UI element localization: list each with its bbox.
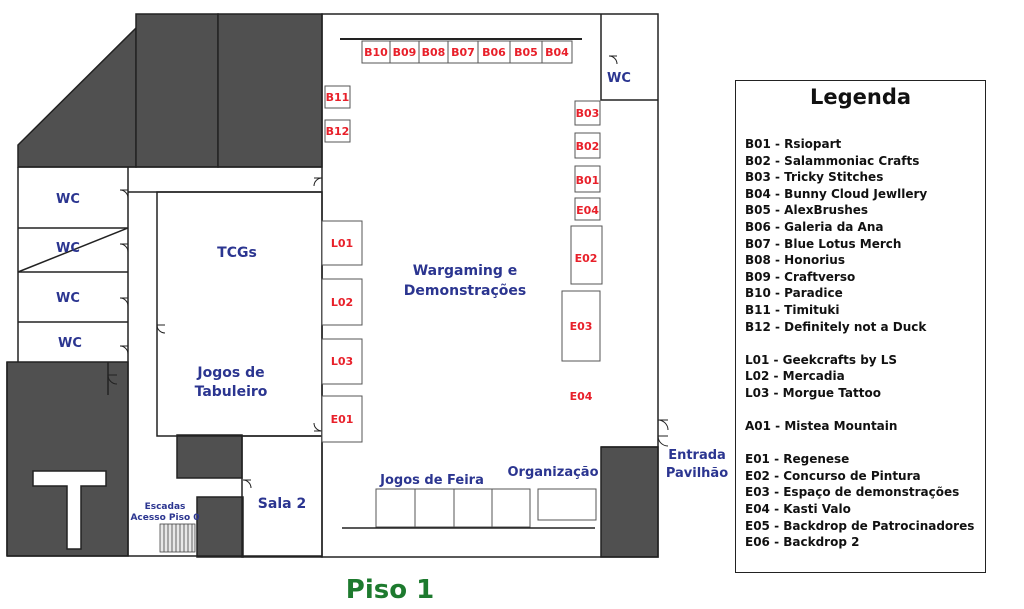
wargaming-label-line2: Demonstrações xyxy=(403,283,527,299)
legend-list xyxy=(745,136,974,551)
booth-label-b09: B09 xyxy=(392,46,417,59)
booth-label-b03: B03 xyxy=(575,107,600,120)
booth-label-b08: B08 xyxy=(421,46,446,59)
sala2-label: Sala 2 xyxy=(257,496,307,512)
floor-label: Piso 1 xyxy=(345,575,435,605)
legend-entry: L02 - Mercadia xyxy=(745,369,845,384)
legend-entry: B08 - Honorius xyxy=(745,253,845,268)
organizacao-label: Organização xyxy=(507,465,599,480)
booth-label-e04-bottom: E04 xyxy=(569,390,593,403)
legend-entry: B06 - Galeria da Ana xyxy=(745,219,884,234)
legend-entry: E06 - Backdrop 2 xyxy=(745,535,860,550)
entrada-label-line2: Pavilhão xyxy=(665,466,729,481)
booth-label-l03: L03 xyxy=(330,355,354,368)
booth-label-e04-top: E04 xyxy=(576,204,599,217)
legend-entry: B01 - Rsiopart xyxy=(745,137,842,151)
booth-label-b06: B06 xyxy=(482,46,506,59)
legend-entry: E03 - Espaço de demonstrações xyxy=(745,485,960,500)
legend-spacer xyxy=(745,402,974,419)
legend-entry: B11 - Timituki xyxy=(745,302,840,317)
escadas-label-line2: Acesso Piso 0 xyxy=(130,513,200,523)
legend-spacer xyxy=(745,335,974,352)
booth-label-l02: L02 xyxy=(330,296,354,309)
legend-entry: L01 - Geekcrafts by LS xyxy=(745,352,898,367)
legend-entry: A01 - Mistea Mountain xyxy=(745,419,898,434)
wc-label-4: WC xyxy=(58,336,82,351)
legend-entry: B12 - Definitely not a Duck xyxy=(745,319,927,334)
legend-entry: B02 - Salammoniac Crafts xyxy=(745,153,920,168)
booth-label-b07: B07 xyxy=(451,46,475,59)
tcgs-label: TCGs xyxy=(217,245,257,261)
booth-label-b04: B04 xyxy=(545,46,569,59)
wc-label-1: WC xyxy=(56,192,80,207)
legend-entry: B03 - Tricky Stitches xyxy=(745,170,884,185)
booth-label-b02: B02 xyxy=(575,140,600,153)
legend-entry: E01 - Regenese xyxy=(745,452,850,467)
booth-label-b12: B12 xyxy=(325,125,350,138)
stairs xyxy=(160,524,195,552)
jogos-tabuleiro-label-line2: Tabuleiro xyxy=(194,384,268,400)
booth-label-l01: L01 xyxy=(330,237,354,250)
legend-entry: B07 - Blue Lotus Merch xyxy=(745,236,902,251)
escadas-label-line1: Escadas xyxy=(144,502,186,512)
entrada-label-line1: Entrada xyxy=(668,448,726,463)
booth-labels xyxy=(326,46,600,426)
legend-entry: E05 - Backdrop de Patrocinadores xyxy=(745,518,975,533)
legend-title: Legenda xyxy=(809,85,912,109)
jogos-feira-label: Jogos de Feira xyxy=(380,473,484,488)
wargaming-label-line1: Wargaming e xyxy=(412,263,518,279)
jogos-tabuleiro-label-line1: Jogos de xyxy=(197,365,265,381)
wc-label-main: WC xyxy=(607,71,631,86)
legend-entry: B05 - AlexBrushes xyxy=(745,203,869,218)
legend-entry: B09 - Craftverso xyxy=(745,269,856,284)
legend-entry: E04 - Kasti Valo xyxy=(745,502,851,517)
legend-panel xyxy=(735,80,986,573)
booth-label-e03: E03 xyxy=(569,320,593,333)
wc-label-2: WC xyxy=(56,241,80,256)
legend-spacer xyxy=(745,435,974,452)
legend-entry: L03 - Morgue Tattoo xyxy=(745,385,881,400)
booth-label-b01: B01 xyxy=(575,174,600,187)
booth-label-b11: B11 xyxy=(325,91,350,104)
booth-label-e02: E02 xyxy=(574,252,598,265)
booth-label-b05: B05 xyxy=(514,46,538,59)
legend-entry: E02 - Concurso de Pintura xyxy=(745,468,921,483)
booth-label-e01: E01 xyxy=(330,413,354,426)
legend-entry: B04 - Bunny Cloud Jewllery xyxy=(745,186,928,201)
legend-entry: B10 - Paradice xyxy=(745,286,843,301)
booth-label-b10: B10 xyxy=(364,46,388,59)
wc-label-3: WC xyxy=(56,291,80,306)
